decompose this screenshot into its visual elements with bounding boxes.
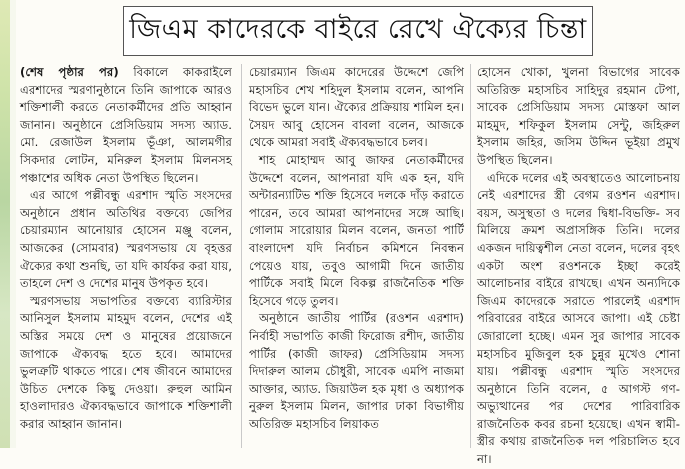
column3-paragraph-1: হোসেন খোকা, খুলনা বিভাগের সাবেক অতিরিক্ত মহাসচিব সাহিদুর রহমান টেপা, সাবেক প্রেসিডিয়াম সদস্য মোস্তফা আল মাহমুদ, শফিকুল ইসলাম সেন্টু, জহিরুল ইসলাম জহির, জসিম উদ্দিন ভূইয়া প্রমুখ উপস্থিত ছিলেন।	[477, 65, 680, 167]
column1-paragraph-3: স্মরণসভায় সভাপতির বক্তব্যে ব্যারিস্টার আনিসুল ইসলাম মাহমুদ বলেন, দেশের এই অস্তির সময়ে দেশ ও মানুষের প্রয়োজনে জাপাকে ঐক্যবদ্ধ হতে হবে। আমাদের ভুলত্রুটি থাকতে পারে। শেষ জীবনে আমাদের উচিত দেশকে কিছু দেওয়া। রুহুল আমিন হাওলাদারও ঐক্যবদ্ধভাবে জাপাকে শক্তিশালী করার আহ্বান জানান।	[20, 293, 232, 431]
article-column-2	[249, 64, 464, 448]
article-column-1	[20, 64, 232, 448]
headline-box	[123, 6, 593, 56]
column2-paragraph-2: শাহ মোহাম্মদ আবু জাফর নেতাকর্মীদের উদ্দেশে বলেন, আপনারা যদি এক হন, যদি অন্টারন্যাটিভ শক্তি হিসেবে দলকে দাঁড় করাতে পারেন, তবে আমরা আপনাদের সঙ্গে আছি। গোলাম সারোয়ার মিলন বলেন, জনতা পার্টি বাংলাদেশ যদি নির্বাচন কমিশনে নিবন্ধন পেয়েও যায়, তবুও আগামী দিনে জাতীয় পার্টিকে সবাই মিলে বিকল্প রাজনৈতিক শক্তি হিসেবে গড়ে তুলব।	[249, 152, 464, 308]
column1-paragraph-1-text: বিকালে কাকরাইলে এরশাদের স্মরণানুষ্ঠানে তিনি জাপাকে আরও শক্তিশালী করতে নেতাকর্মীদের প্রতি আহ্বান জানান। অনুষ্ঠানে প্রেসিডিয়াম সদস্য অ্যাড. মো. রেজাউল ইসলাম ভূঁঞা, আলমগীর সিকদার লোটন, মনিরুল ইসলাম মিলনসহ পঞ্চাশের অধিক নেতা উপস্থিত ছিলেন।	[20, 65, 232, 185]
strip-gap	[10, 0, 16, 448]
continuation-tag: (শেষ পৃষ্ঠার পর)	[20, 65, 119, 79]
left-image-strip	[0, 0, 16, 448]
column-divider	[241, 64, 242, 448]
column3-paragraph-2: এদিকে দলের এই অবস্থাতেও আলোচনায় নেই এরশাদের স্ত্রী বেগম রওশন এরশাদ। বয়স, অসুস্থতা ও দলের দ্বিধা-বিভক্তি- সব মিলিয়ে ক্রমশ অপ্রাসঙ্গিক তিনি। দলের একজন দায়িত্বশীল নেতা বলেন, দলের বৃহৎ একটা অংশ রওশনকে ইচ্ছা করেই আলোচনার বাইরে রাখছে। এখন অন্যদিকে জিএম কাদেরকে সরাতে পারলেই এরশাদ পরিবারের বাইরে আসবে জাপা। এই চেষ্টা জোরালো হচ্ছে। এমন সুর জাপার সাবেক মহাসচিব মুজিবুল হক চুন্নুর মুখেও শোনা যায়। পল্লীবন্ধু এরশাদ স্মৃতি সংসদের অনুষ্ঠানে তিনি বলেন, ৫ আগস্ট গণ-অভ্যুত্থানের পর দেশের পারিবারিক রাজনৈতিক কবর রচনা হয়েছে। এখন স্বামী-স্ত্রীর কথায় রাজনৈতিক দল পরিচালিত হবে না।	[477, 170, 680, 467]
column1-paragraph-1	[20, 64, 232, 187]
headline: জিএম কাদেরকে বাইরে রেখে ঐক্যের চিন্তা	[129, 13, 587, 45]
column1-paragraph-2: এর আগে পল্লীবন্ধু এরশাদ স্মৃতি সংসদের অনুষ্ঠানে প্রধান অতিথির বক্তব্যে জেপির চেয়ারম্যান আনোয়ার হোসেন মঞ্জু বলেন, আজকের (সোমবার) স্মরণসভায় যে বৃহত্তর ঐক্যের কথা শুনছি, তা যদি কার্যকর করা যায়, তাহলে দেশ ও দেশের মানুষ উপকৃত হবে।	[20, 188, 232, 291]
column2-paragraph-3: অনুষ্ঠানে জাতীয় পার্টির (রওশন এরশাদ) নির্বাহী সভাপতি কাজী ফিরোজ রশীদ, জাতীয় পার্টির (কাজী জাফর) প্রেসিডিয়াম সদস্য দিদারুল আলম চৌধুরী, সাবেক এমপি নাজমা আক্তার, অ্যাড. জিয়াউল হক মৃধা ও অধ্যাপক নুরুল ইসলাম মিলন, জাপার ঢাকা বিভাগীয় অতিরিক্ত মহাসচিব লিয়াকত	[249, 311, 464, 431]
column2-paragraph-1: চেয়ারম্যান জিএম কাদেরের উদ্দেশে জেপি মহাসচিব শেখ শহিদুল ইসলাম বলেন, আপনি বিভেদ ভুলে যান। ঐক্যের প্রক্রিয়ায় শামিল হন। সৈয়দ আবু হোসেন বাবলা বলেন, আজকে থেকে আমরা সবাই ঐক্যবদ্ধভাবে চলব।	[249, 65, 464, 150]
column-divider	[470, 64, 471, 448]
article-column-3	[477, 64, 680, 467]
